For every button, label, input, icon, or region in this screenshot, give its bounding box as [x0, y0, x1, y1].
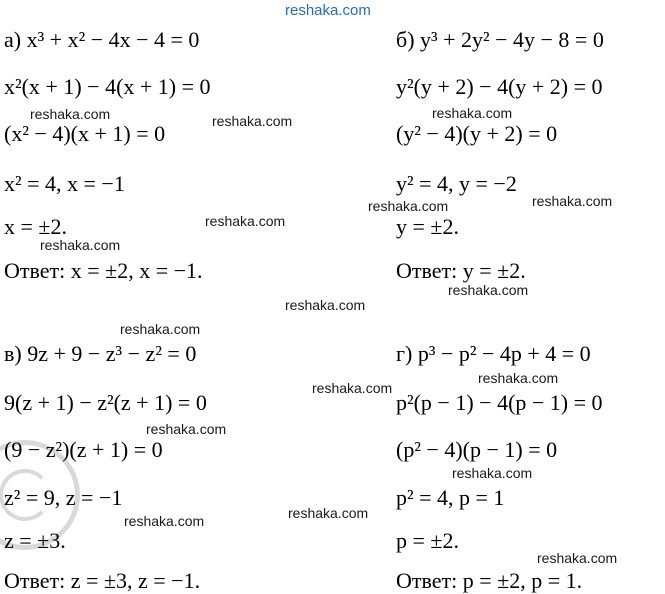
- watermark-text: reshaka.com: [432, 105, 513, 121]
- problem-v-answer: Ответ: z = ±3, z = −1.: [4, 568, 201, 593]
- problem-a-equation: а) x³ + x² − 4x − 4 = 0: [4, 27, 200, 52]
- watermark-text: reshaka.com: [448, 282, 529, 298]
- problem-b-equation: б) y³ + 2y² − 4y − 8 = 0: [396, 27, 604, 52]
- problem-v-step: (9 − z²)(z + 1) = 0: [4, 437, 163, 462]
- watermark-text: reshaka.com: [120, 321, 201, 337]
- problem-g-equation: г) p³ − p² − 4p + 4 = 0: [396, 341, 591, 366]
- watermark-text: reshaka.com: [478, 370, 559, 386]
- watermark-text: reshaka.com: [452, 465, 533, 481]
- problem-v-step: z² = 9, z = −1: [4, 485, 123, 510]
- problem-g-step: (p² − 4)(p − 1) = 0: [396, 437, 558, 462]
- problem-v-step: 9(z + 1) − z²(z + 1) = 0: [4, 390, 207, 415]
- watermark-text: reshaka.com: [40, 237, 121, 253]
- problem-a-answer: Ответ: x = ±2, x = −1.: [4, 258, 203, 283]
- watermark-text: reshaka.com: [285, 297, 366, 313]
- problem-g-step: p²(p − 1) − 4(p − 1) = 0: [396, 390, 603, 415]
- problem-a-step: (x² − 4)(x + 1) = 0: [4, 121, 166, 146]
- problem-a-step: x = ±2.: [4, 214, 67, 239]
- watermark-text: reshaka.com: [30, 106, 111, 122]
- watermark-text: reshaka.com: [312, 380, 393, 396]
- problem-b-answer: Ответ: y = ±2.: [396, 258, 526, 283]
- problem-v-step: z = ±3.: [4, 528, 66, 553]
- problem-a-step: x² = 4, x = −1: [4, 171, 125, 196]
- watermark-text: reshaka.com: [368, 198, 449, 214]
- problem-g-answer: Ответ: p = ±2, p = 1.: [396, 568, 583, 593]
- watermark-text: reshaka.com: [532, 193, 613, 209]
- problem-g-step: p² = 4, p = 1: [396, 485, 505, 510]
- problem-b-step: (y² − 4)(y + 2) = 0: [396, 121, 558, 146]
- problem-b-step: y²(y + 2) − 4(y + 2) = 0: [396, 74, 603, 99]
- problem-a-step: x²(x + 1) − 4(x + 1) = 0: [4, 74, 211, 99]
- problem-b-step: y² = 4, y = −2: [396, 171, 517, 196]
- watermark-text: reshaka.com: [205, 213, 286, 229]
- watermark-text: reshaka.com: [146, 421, 227, 437]
- watermark-text: reshaka.com: [124, 513, 205, 529]
- watermark-text: reshaka.com: [285, 2, 371, 19]
- watermark-text: reshaka.com: [537, 550, 618, 566]
- problem-b-step: y = ±2.: [396, 214, 459, 239]
- problem-g-step: p = ±2.: [396, 528, 459, 553]
- problem-v-equation: в) 9z + 9 − z³ − z² = 0: [4, 341, 197, 366]
- watermark-text: reshaka.com: [212, 113, 293, 129]
- watermark-text: reshaka.com: [288, 505, 369, 521]
